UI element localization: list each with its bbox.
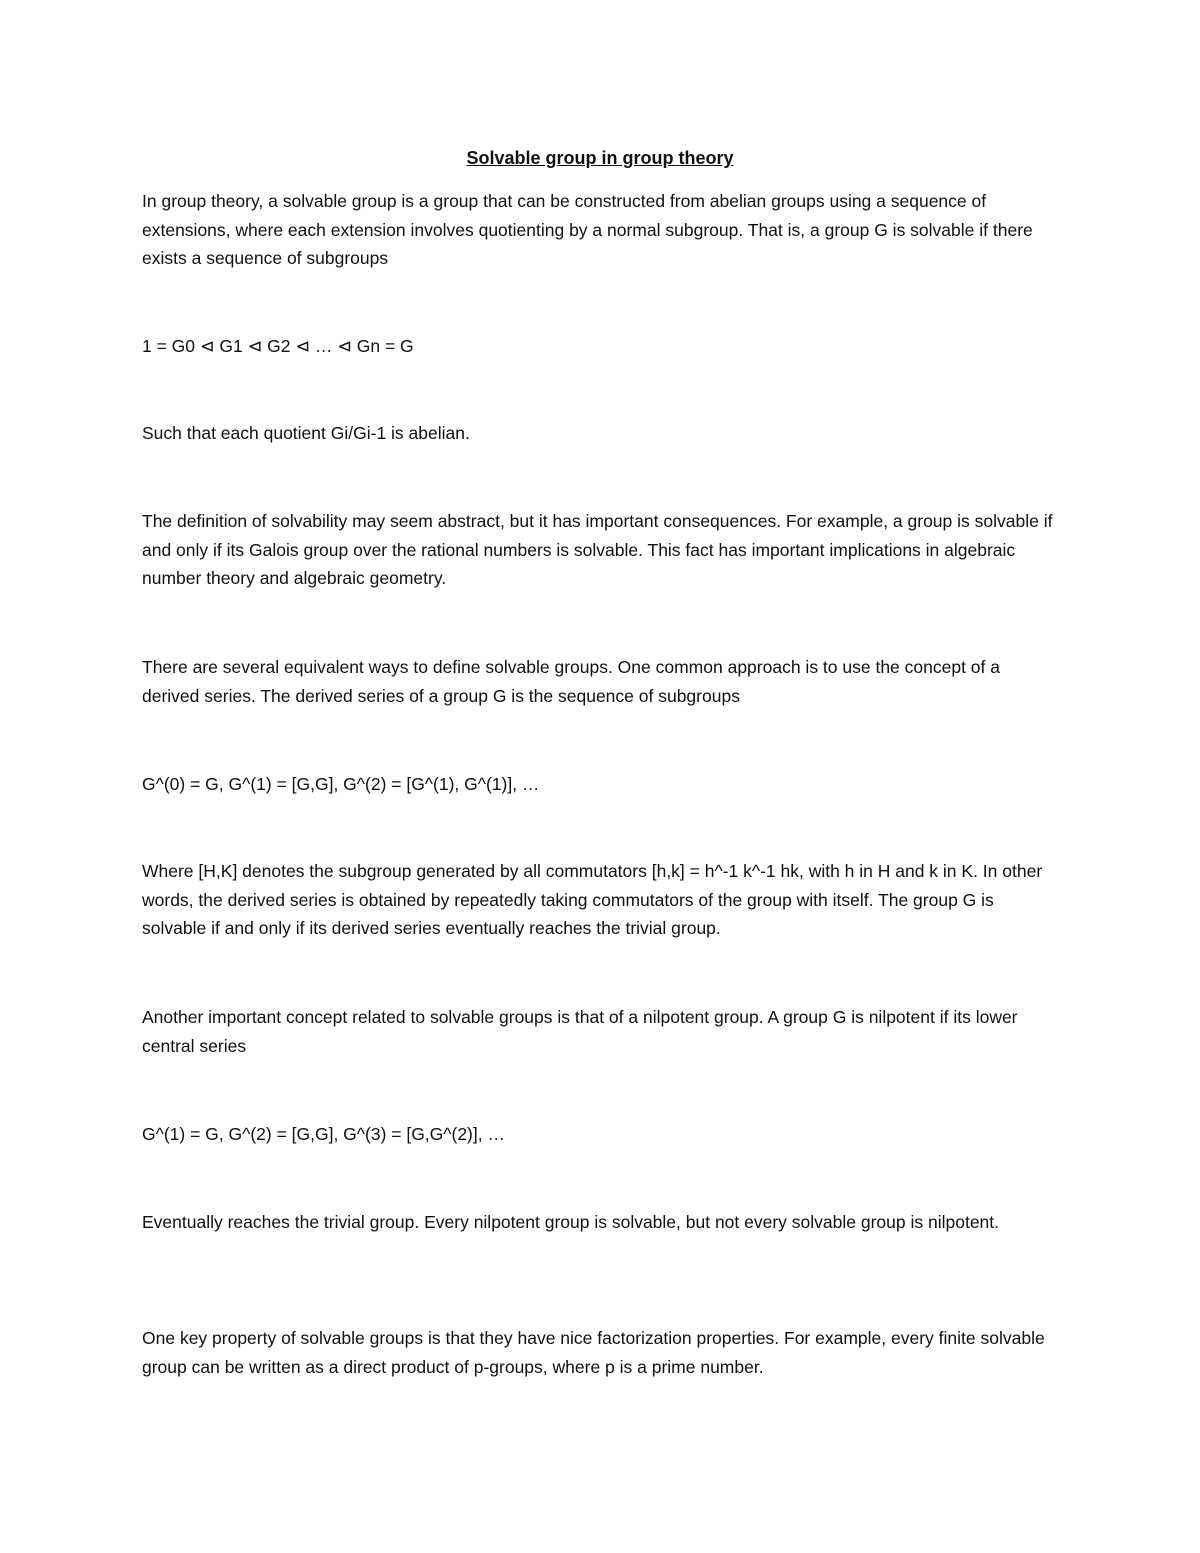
paragraph-lower-central-series: G^(1) = G, G^(2) = [G,G], G^(3) = [G,G^(2)], … bbox=[142, 1124, 505, 1144]
paragraph-factorization: One key property of solvable groups is that they have nice factorization properties. For example, every finite solvable group can be written as a direct product of p-groups, where p is a prime number. bbox=[142, 1328, 1045, 1377]
paragraph-nilpotent-intro: Another important concept related to solvable groups is that of a nilpotent group. A group G is nilpotent if its lower central series bbox=[142, 1007, 1018, 1056]
paragraph-derived-series-formula: G^(0) = G, G^(1) = [G,G], G^(2) = [G^(1), G^(1)], … bbox=[142, 774, 540, 794]
paragraph-derived-series-intro: There are several equivalent ways to define solvable groups. One common approach is to use the concept of a derived series. The derived series of a group G is the sequence of subgroups bbox=[142, 657, 1000, 706]
paragraph-intro: In group theory, a solvable group is a group that can be constructed from abelian groups using a sequence of extensions, where each extension involves quotienting by a normal subgroup. That is, a group G is solvable if there exists a sequence of subgroups bbox=[142, 191, 1033, 268]
paragraph-nilpotent-solvable: Eventually reaches the trivial group. Every nilpotent group is solvable, but not every solvable group is nilpotent. bbox=[142, 1212, 1000, 1232]
paragraph-quotient-abelian: Such that each quotient Gi/Gi-1 is abelian. bbox=[142, 423, 470, 443]
document-title: Solvable group in group theory bbox=[466, 148, 734, 168]
paragraph-definition-consequences: The definition of solvability may seem abstract, but it has important consequences. For example, a group is solvable if and only if its Galois group over the rational numbers is solvable. This fact has important implications in algebraic number theory and algebraic geometry. bbox=[142, 511, 1053, 588]
paragraph-subgroup-sequence: 1 = G0 ⊲ G1 ⊲ G2 ⊲ … ⊲ Gn = G bbox=[142, 336, 414, 356]
paragraph-commutators: Where [H,K] denotes the subgroup generated by all commutators [h,k] = h^-1 k^-1 hk, with h in H and k in K. In other words, the derived series is obtained by repeatedly taking commutators of the group with itself. The group G is solvable if and only if its derived series eventually reaches the trivial group. bbox=[142, 861, 1043, 938]
